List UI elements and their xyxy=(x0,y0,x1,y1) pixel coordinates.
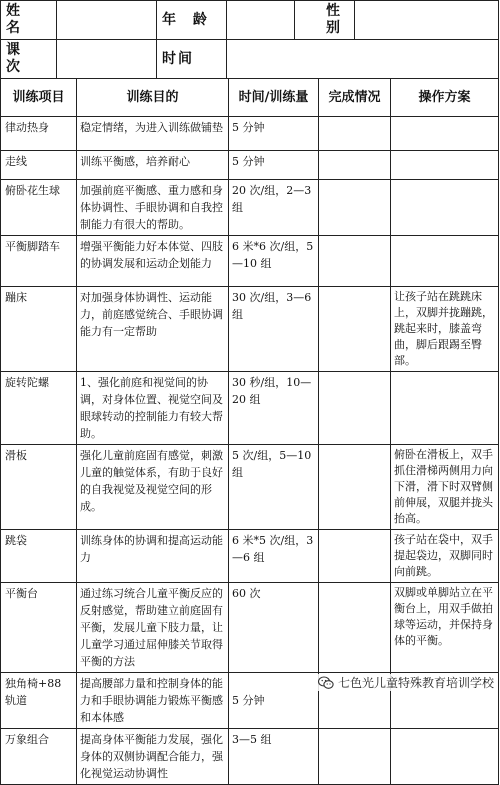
table-row xyxy=(1,445,499,530)
gender-value-cell[interactable] xyxy=(355,1,499,40)
item-plan: 孩子站在袋中，双手提起袋边，双脚同时向前跳。 xyxy=(391,530,499,583)
item-plan: 双脚或单脚站立在平衡台上，用双手做拍球等运动，并保持身体的平衡。 xyxy=(391,583,499,673)
item-name: 跳袋 xyxy=(1,530,77,583)
item-status[interactable] xyxy=(319,530,391,583)
item-name: 独角椅+88 轨道 xyxy=(1,673,77,729)
table-row xyxy=(1,530,499,583)
item-status[interactable] xyxy=(319,236,391,287)
item-plan xyxy=(391,236,499,287)
item-purpose: 稳定情绪，为进入训练做铺垫 xyxy=(77,117,229,151)
item-plan xyxy=(391,180,499,236)
item-status[interactable] xyxy=(319,151,391,180)
item-name: 平衡台 xyxy=(1,583,77,673)
item-plan xyxy=(391,117,499,151)
item-plan: 俯卧在滑板上，双手抓住滑梯两侧用力向下滑，滑下时双臂侧前伸展，双腿并拢头抬高。 xyxy=(391,445,499,530)
item-purpose: 提高身体平衡能力发展，强化身体的双侧协调配合能力，强化视觉运动协调性 xyxy=(77,729,229,785)
gender-label: 性 别 xyxy=(295,1,355,40)
item-status[interactable] xyxy=(319,445,391,530)
item-purpose: 通过练习统合儿童平衡反应的反射感觉，帮助建立前庭固有平衡，发展儿童下肢力量，让儿童学习通过屈伸膝关节取得平衡的方法 xyxy=(77,583,229,673)
item-amount: 5 次/组，5—10 组 xyxy=(229,445,319,530)
table-row xyxy=(1,236,499,287)
table-row xyxy=(1,180,499,236)
table-row xyxy=(1,583,499,673)
class-value-cell[interactable] xyxy=(57,40,157,79)
item-name: 俯卧花生球 xyxy=(1,180,77,236)
item-status[interactable] xyxy=(319,372,391,445)
class-label: 课 次 xyxy=(1,40,57,79)
item-status[interactable] xyxy=(319,287,391,372)
item-purpose: 增强平衡能力好本体觉、四肢的协调发展和运动企划能力 xyxy=(77,236,229,287)
item-purpose: 强化儿童前庭固有感觉，刺激儿童的触觉体系，有助于良好的自我视觉及视觉空间的形成。 xyxy=(77,445,229,530)
item-amount: 5 分钟 xyxy=(229,673,319,729)
item-status[interactable] xyxy=(319,117,391,151)
item-plan: 让孩子站在跳跳床上，双脚并拢蹦跳，跳起来时，膝盖弯曲，脚后跟踢至臀部。 xyxy=(391,287,499,372)
item-purpose: 提高腰部力量和控制身体的能力和手眼协调能力锻炼平衡感和本体感 xyxy=(77,673,229,729)
item-name: 走线 xyxy=(1,151,77,180)
watermark-text: 七色光儿童特殊教育培训学校 xyxy=(337,676,494,690)
item-purpose: 对加强身体协调性、运动能力，前庭感觉统合、手眼协调能力有一定帮助 xyxy=(77,287,229,372)
item-name: 平衡脚踏车 xyxy=(1,236,77,287)
table-row xyxy=(1,372,499,445)
header-row-2 xyxy=(1,40,499,79)
item-amount: 3—5 组 xyxy=(229,729,319,785)
time-label: 时间 xyxy=(157,40,227,79)
name-label: 姓 名 xyxy=(1,1,57,40)
watermark xyxy=(318,674,494,691)
header-table xyxy=(0,0,499,79)
item-amount: 5 分钟 xyxy=(229,151,319,180)
age-label: 年 龄 xyxy=(157,1,227,40)
item-amount: 20 次/组，2—3 组 xyxy=(229,180,319,236)
table-row xyxy=(1,287,499,372)
item-amount: 60 次 xyxy=(229,583,319,673)
item-status[interactable] xyxy=(319,180,391,236)
item-purpose: 训练平衡感，培养耐心 xyxy=(77,151,229,180)
table-row xyxy=(1,117,499,151)
item-plan xyxy=(391,729,499,785)
item-status[interactable] xyxy=(319,583,391,673)
header-row-1 xyxy=(1,1,499,40)
item-status[interactable] xyxy=(319,729,391,785)
item-name: 滑板 xyxy=(1,445,77,530)
item-amount: 5 分钟 xyxy=(229,117,319,151)
column-header-plan: 操作方案 xyxy=(391,79,499,117)
column-header-amount: 时间/训练量 xyxy=(229,79,319,117)
column-header-row xyxy=(1,79,499,117)
item-amount: 30 次/组，3—6 组 xyxy=(229,287,319,372)
item-purpose: 训练身体的协调和提高运动能力 xyxy=(77,530,229,583)
age-value-cell[interactable] xyxy=(227,1,295,40)
column-header-item: 训练项目 xyxy=(1,79,77,117)
item-name: 蹦床 xyxy=(1,287,77,372)
item-plan xyxy=(391,151,499,180)
column-header-purpose: 训练目的 xyxy=(77,79,229,117)
table-row xyxy=(1,729,499,785)
wechat-icon xyxy=(318,676,334,690)
item-amount: 6 米*5 次/组，3—6 组 xyxy=(229,530,319,583)
table-row xyxy=(1,151,499,180)
name-value-cell[interactable] xyxy=(57,1,157,40)
item-name: 律动热身 xyxy=(1,117,77,151)
item-plan xyxy=(391,372,499,445)
item-amount: 30 秒/组，10—20 组 xyxy=(229,372,319,445)
column-header-status: 完成情况 xyxy=(319,79,391,117)
item-name: 旋转陀螺 xyxy=(1,372,77,445)
item-name: 万象组合 xyxy=(1,729,77,785)
item-purpose: 1、强化前庭和视觉间的协调，对身体位置、视觉空间及眼球转动的控制能力有较大帮助。 xyxy=(77,372,229,445)
item-amount: 6 米*6 次/组，5—10 组 xyxy=(229,236,319,287)
item-purpose: 加强前庭平衡感、重力感和身体协调性、手眼协调和自我控制能力有很大的帮助。 xyxy=(77,180,229,236)
time-value-cell[interactable] xyxy=(227,40,499,79)
